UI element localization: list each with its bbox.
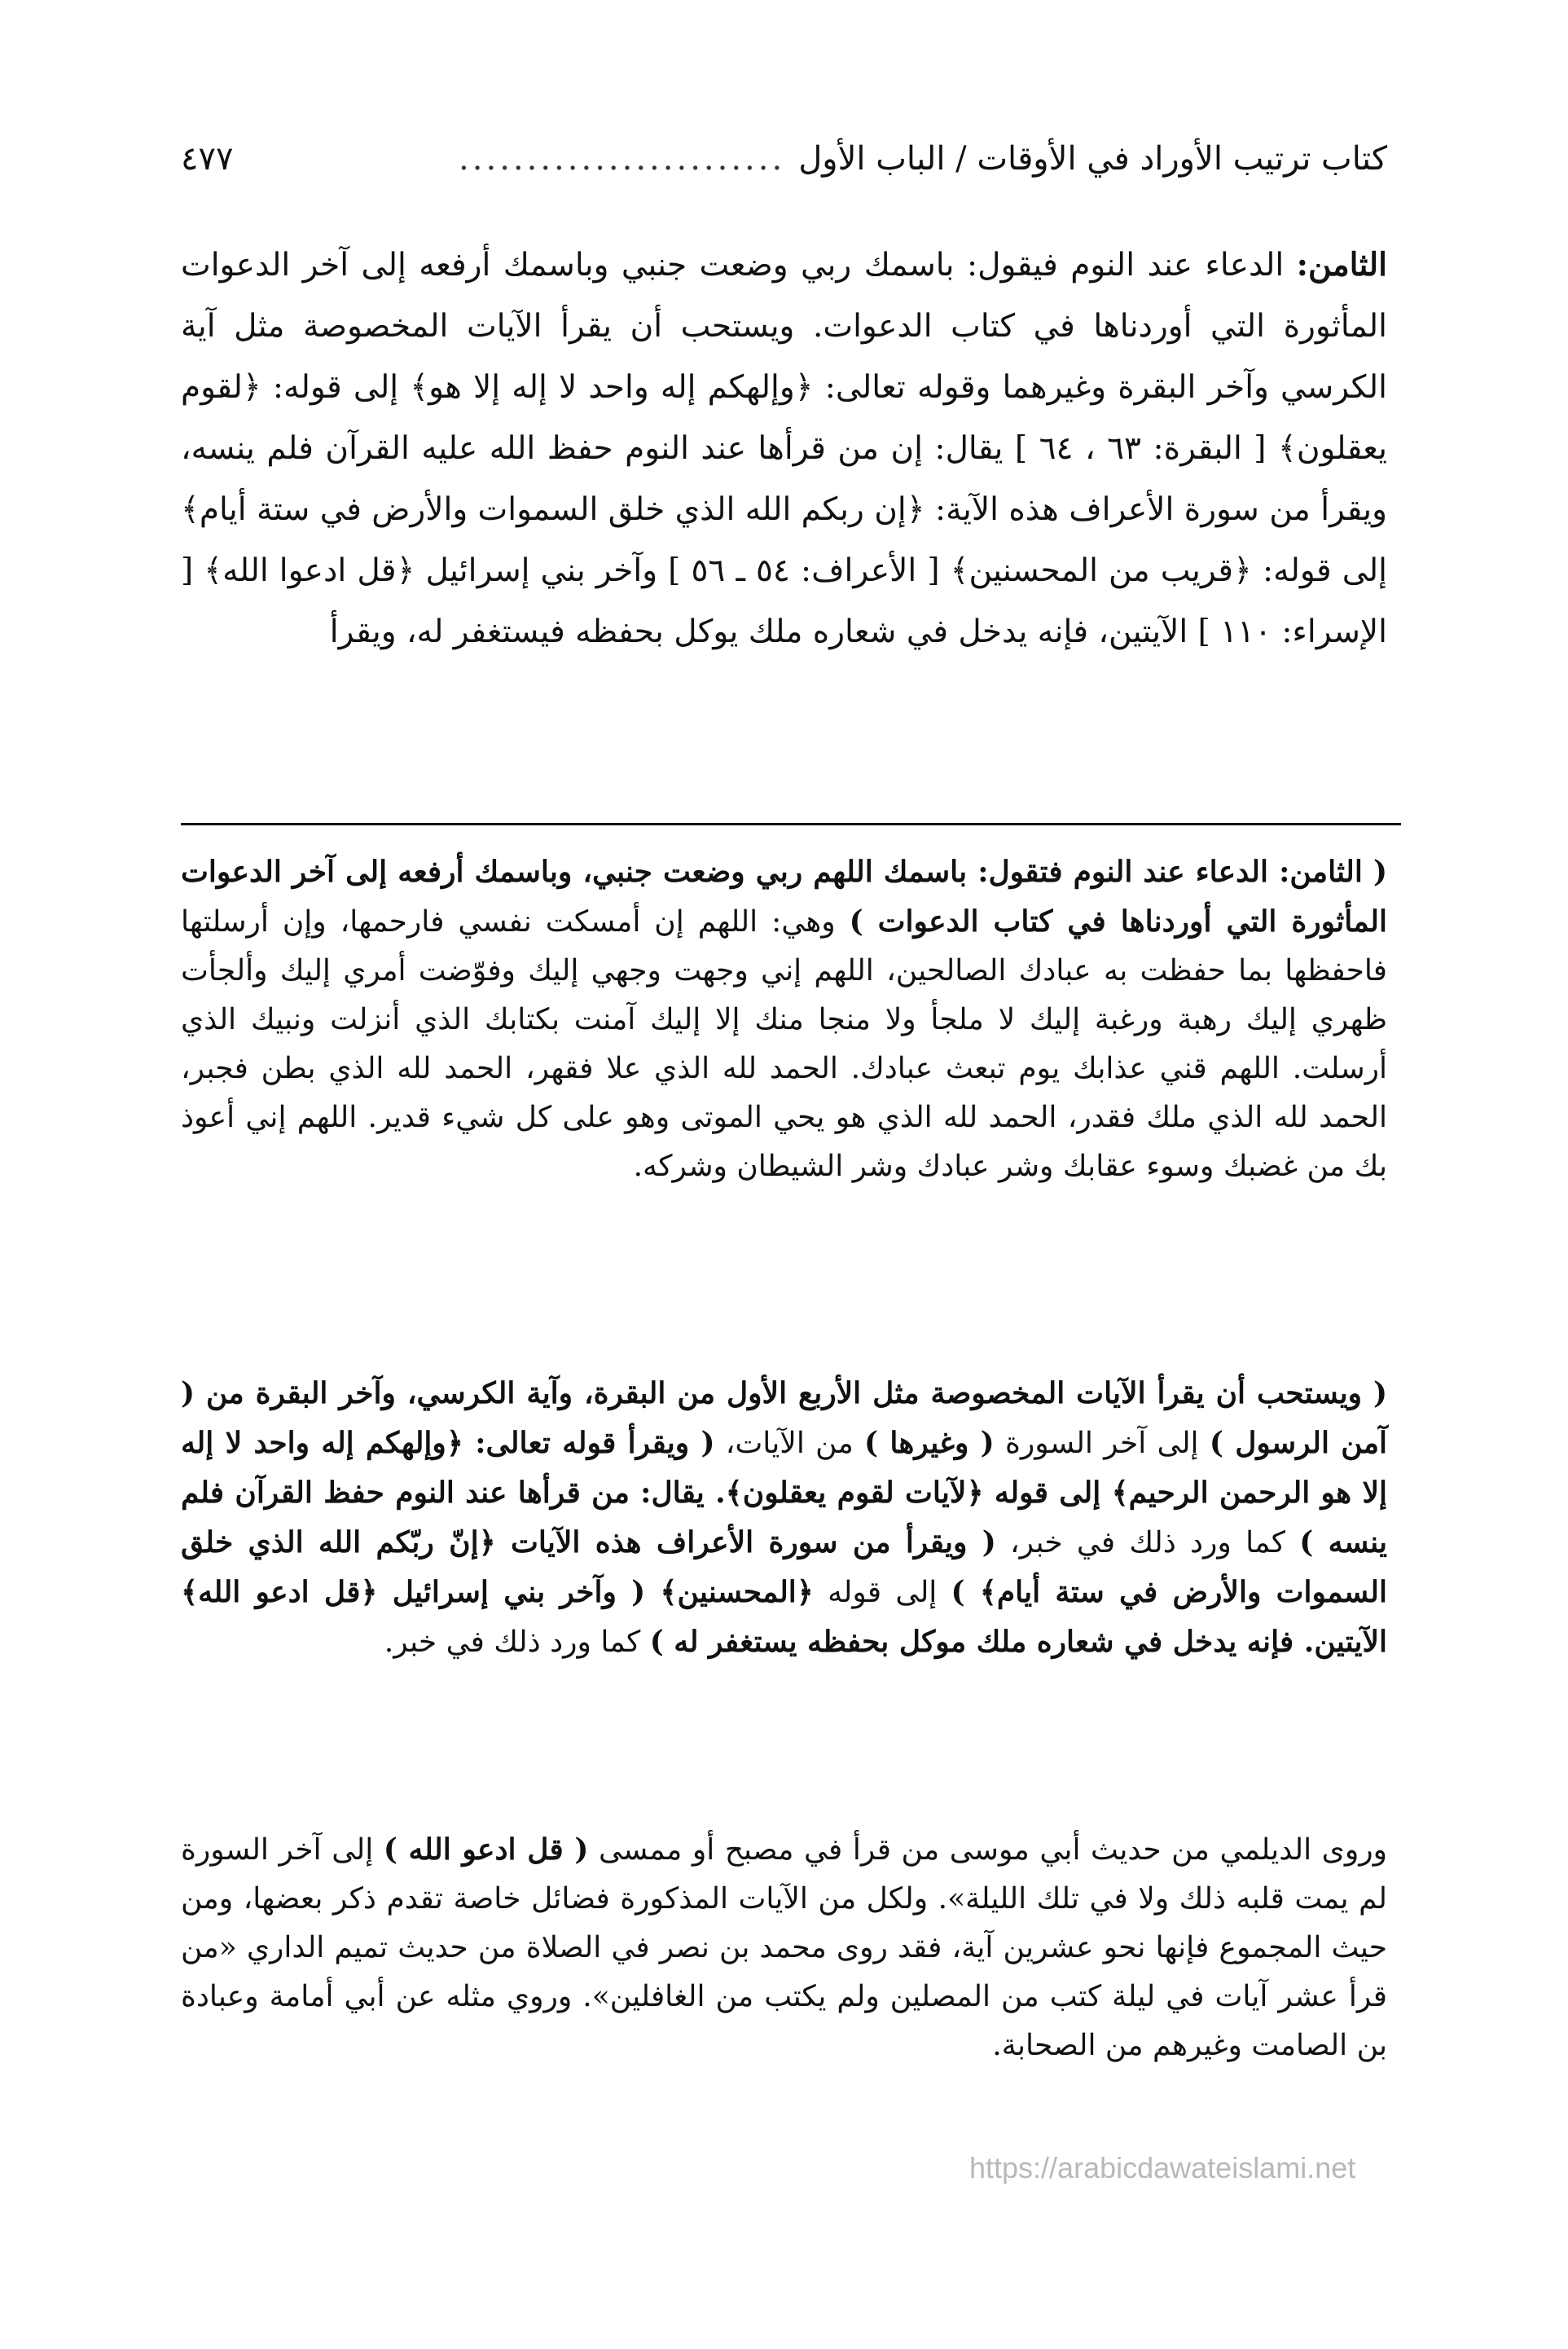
running-header	[181, 130, 1387, 187]
commentary-segment: ( ويقرأ قوله تعالى: ﴿وإلهكم إله واحد لا إله إلا هو الرحمن الرحيم﴾ إلى قوله ﴿لآيات لقوم يعقلون﴾. يقال: من قرأها عند النوم حفظ القرآن فلم ينسه )	[181, 1426, 1387, 1559]
commentary-segment: إلى قوله	[813, 1576, 951, 1609]
commentary-segment: ( قل ادعو الله )	[383, 1832, 589, 1867]
commentary-block-1	[181, 847, 1387, 1191]
running-title: كتاب ترتيب الأوراد في الأوقات / الباب الأول	[798, 140, 1387, 178]
commentary-segment: ( ويقرأ من سورة الأعراف هذه الآيات ﴿إنّ ربّكم الله الذي خلق السموات والأرض في ستة أيام﴾ )	[181, 1525, 1387, 1609]
main-paragraph	[181, 235, 1387, 662]
commentary-paragraph	[181, 1369, 1387, 1667]
lead-word: الثامن:	[1296, 246, 1387, 284]
commentary-segment: من الآيات،	[714, 1427, 865, 1460]
main-text	[181, 235, 1387, 662]
leader-dots: ........................	[459, 140, 786, 178]
commentary-segment: كما ورد ذلك في خبر.	[384, 1625, 650, 1659]
page-number: ٤٧٧	[181, 140, 234, 178]
watermark-url: https://arabicdawateislami.net	[969, 2151, 1356, 2184]
commentary-quote: ( الثامن: الدعاء عند النوم فتقول: باسمك اللهم ربي وضعت جنبي، وباسمك أرفعه إلى آخر الدعوات المأثورة التي أوردناها في كتاب الدعوات )	[181, 855, 1387, 939]
commentary-segment: إلى آخر السورة	[994, 1427, 1210, 1460]
commentary-block-3	[181, 1825, 1387, 2070]
commentary-block-2	[181, 1369, 1387, 1667]
commentary-segment: وروى الديلمي من حديث أبي موسى من قرأ في مصبح أو ممسى	[588, 1833, 1388, 1867]
commentary-paragraph	[181, 847, 1387, 1191]
footnote-separator	[181, 823, 1401, 825]
commentary-segment: ﴿المحسنين﴾ ( وآخر بني إسرائيل ﴿قل ادعو الله﴾ الآيتين. فإنه يدخل في شعاره ملك موكل بحفظه يستغفر له )	[181, 1575, 1387, 1659]
commentary-paragraph	[181, 1825, 1387, 2070]
main-paragraph-text: الدعاء عند النوم فيقول: باسمك ربي وضعت جنبي وباسمك أرفعه إلى آخر الدعوات المأثورة التي أوردناها في كتاب الدعوات. ويستحب أن يقرأ الآيات المخصوصة مثل آية الكرسي وآخر البقرة وغيرهما وقوله تعالى: ﴿وإلهكم إله واحد لا إله إلا هو﴾ إلى قوله: ﴿لقوم يعقلون﴾ [ البقرة: ٦٣ ، ٦٤ ] يقال: إن من قرأها عند النوم حفظ الله عليه القرآن فلم ينسه، ويقرأ من سورة الأعراف هذه الآية: ﴿إن ربكم الله الذي خلق السموات والأرض في ستة أيام﴾ إلى قوله: ﴿قريب من المحسنين﴾ [ الأعراف: ٥٤ ـ ٥٦ ] وآخر بني إسرائيل ﴿قل ادعوا الله﴾ [ الإسراء: ١١٠ ] الآيتين، فإنه يدخل في شعاره ملك يوكل بحفظه فيستغفر له، ويقرأ	[180, 247, 1387, 650]
commentary-segment: كما ورد ذلك في خبر،	[995, 1526, 1300, 1559]
commentary-segment: إلى آخر السورة لم يمت قلبه ذلك ولا في تلك الليلة». ولكل من الآيات المذكورة فضائل خاصة تقدم ذكر بعضها، ومن حيث المجموع فإنها نحو عشرين آية، فقد روى محمد بن نصر في الصلاة من حديث تميم الداري «من قرأ عشر آيات في ليلة كتب من المصلين ولم يكتب من الغافلين». وروي مثله عن أبي أمامة وعبادة بن الصامت وغيرهم من الصحابة.	[181, 1833, 1387, 2062]
commentary-segment: ( وغيرها )	[864, 1426, 995, 1460]
commentary-explanation: وهي: اللهم إن أمسكت نفسي فارحمها، وإن أرسلتها فاحفظها بما حفظت به عبادك الصالحين، اللهم إني وجهت وجهي إليك وفوّضت أمري إليك وألجأت ظهري إليك رهبة ورغبة إليك لا ملجأ ولا منجا منك إلا إليك آمنت بكتابك الذي أنزلت ونبيك الذي أرسلت. اللهم قني عذابك يوم تبعث عبادك. الحمد لله الذي علا فقهر، الحمد لله الذي بطن فجبر، الحمد لله الذي ملك فقدر، الحمد لله الذي هو يحي الموتى وهو على كل شيء قدير. اللهم إني أعوذ بك من غضبك وسوء عقابك وشر عبادك وشر الشيطان وشركه.	[181, 905, 1388, 1183]
commentary-segment: ( ويستحب أن يقرأ الآيات المخصوصة مثل الأربع الأول من البقرة، وآية الكرسي، وآخر البقرة من ( آمن الرسول )	[181, 1376, 1387, 1460]
